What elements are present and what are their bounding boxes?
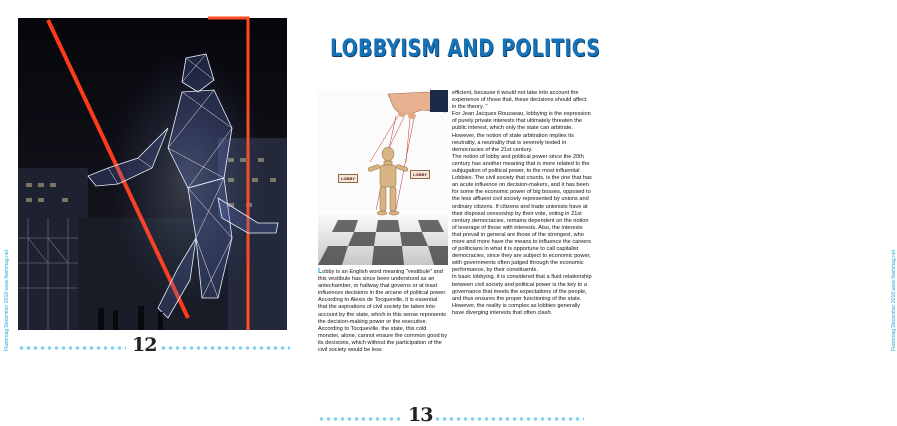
dotted-separator-left-b	[160, 345, 290, 351]
article-headline: LOBBYISM AND POLITICS	[330, 34, 601, 62]
article-paragraph-lead	[318, 268, 448, 354]
vertical-credit-right: Flashmag December 2018 www.flashmag.net	[891, 250, 897, 351]
drop-cap: L	[318, 268, 323, 275]
article-column-left	[318, 268, 448, 354]
puppet-tag-left: LOBBY	[338, 174, 358, 183]
sculpture-photo	[18, 18, 287, 330]
puppet-tag-right: LOBBY	[410, 170, 430, 179]
article-paragraph: The notion of lobby and political power since the 20th century has another meaning that is more related to the subjugation of political power, to the most influential Lobbies. The civil society that counts, is the one that has an acute influence on decision-makers, and it has been for some the economic power of big bosses, opposed to the less affluent civil society represented by unions and ordinary citizens. If citizens and trade unionists have at their disposal censorship by their vote, voting in 21st century democracies, remains dependent on the notion of leverage of those with interests. Also, the interests that prevail in general are those of the strongest, who more and more have the means to influence the careers of politicians in what it is opportune to call capitalist democracies, since they are subject to economic power, with governments often judged through the economic performance, by their constituents.	[452, 153, 592, 274]
dotted-separator-left-a	[18, 345, 126, 351]
wireframe-figure-illustration	[18, 18, 287, 330]
article-paragraph: efficient, because it would not take into account the experience of those that, these decisions should affect in the theory. "	[452, 90, 587, 111]
article-column-right	[452, 90, 592, 317]
article-paragraph: For Jean Jacques Rousseau, lobbying is the expression of purely private interests that ultimately threaten the public interest, which only the state can arbitrate. However, the notion of state arbitration implies its neutrality, a neutrality that is severely tested in democracies of the 21st century.	[452, 111, 591, 153]
page-number-13: 13	[408, 404, 433, 426]
article-paragraph: In basic lobbying, it is considered that a fluid relationship between civil society and political power is the key to a governance that meets the expectations of the people, and thus ensures the proper functioning of the state. However, the reality is complex as lobbies generally have diverging interests that often clash.	[452, 274, 592, 316]
dotted-separator-right-a	[318, 416, 404, 422]
dotted-separator-right-b	[434, 416, 584, 422]
vertical-credit-left: Flashmag December 2018 www.flashmag.net	[4, 250, 10, 351]
page-number-12: 12	[132, 334, 157, 356]
puppet-illustration	[318, 90, 448, 265]
lead-text: obby is an English word meaning "vestibule" and this vestibule has since been understood as an antechamber, or hallway that governs or at least influences decisions in the arcane of political power. According to Alexis de Tocqueville, it is essential that the aspirations of civil society be taken into account by the state, which in this sense represents the decision-making power or the executive. According to Tocqueville, the state, this cold monster, alone, cannot ensure the common good by its decisions, which without the participation of the civil society would be less	[318, 269, 448, 354]
left-page	[0, 0, 300, 424]
